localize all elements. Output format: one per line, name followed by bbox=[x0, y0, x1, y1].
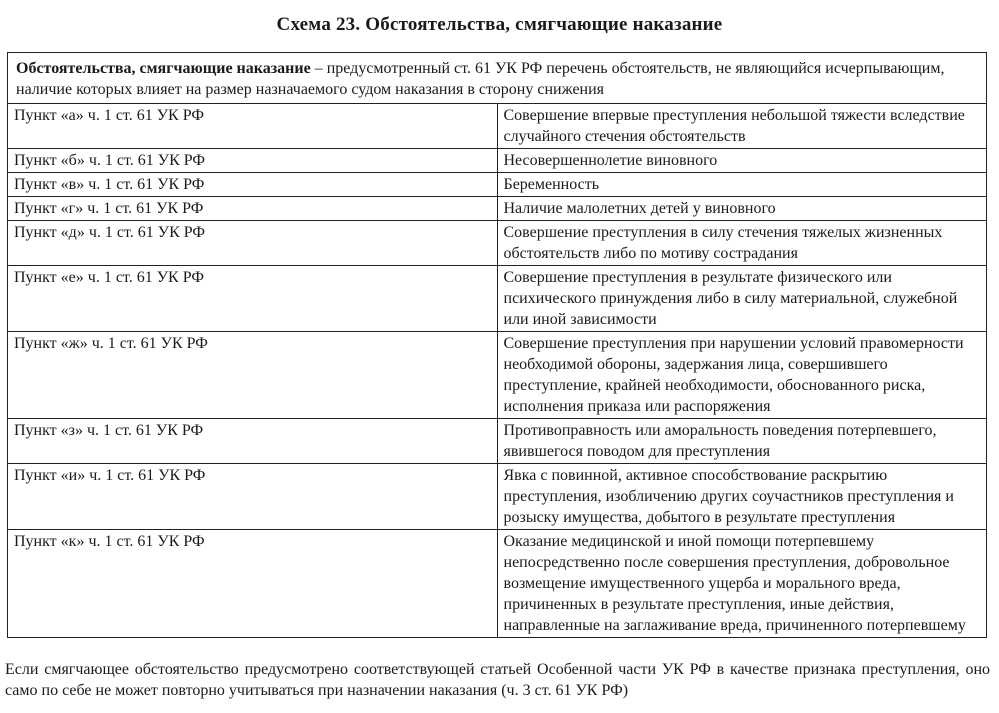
circumstance-text: Противоправность или аморальность поведения потерпевшего, явившегося поводом для преступления bbox=[497, 419, 987, 464]
definition-cell bbox=[8, 53, 987, 104]
table-row bbox=[8, 266, 987, 332]
table-row bbox=[8, 464, 987, 530]
footnote-paragraph: Если смягчающее обстоятельство предусмотрено соответствующей статьей Особенной части УК РФ в качестве признака преступления, оно само по себе не может повторно учитываться при назначении наказания (ч. 3 ст. 61 УК РФ) bbox=[5, 661, 990, 699]
point-label: Пункт «д» ч. 1 ст. 61 УК РФ bbox=[8, 221, 498, 266]
table-row bbox=[8, 419, 987, 464]
circumstance-text: Явка с повинной, активное способствование раскрытию преступления, изобличению других соучастников преступления и розыску имущества, добытого в результате преступления bbox=[497, 464, 987, 530]
point-label: Пункт «и» ч. 1 ст. 61 УК РФ bbox=[8, 464, 498, 530]
table-row bbox=[8, 530, 987, 638]
definition-term: Обстоятельства, смягчающие наказание bbox=[16, 60, 311, 77]
point-label: Пункт «ж» ч. 1 ст. 61 УК РФ bbox=[8, 332, 498, 419]
point-label: Пункт «з» ч. 1 ст. 61 УК РФ bbox=[8, 419, 498, 464]
table-row bbox=[8, 173, 987, 197]
circumstance-text: Совершение впервые преступления небольшой тяжести вследствие случайного стечения обстоятельств bbox=[497, 104, 987, 149]
table-row bbox=[8, 197, 987, 221]
circumstance-text: Оказание медицинской и иной помощи потерпевшему непосредственно после совершения преступления, добровольное возмещение имущественного ущерба и морального вреда, причиненных в результате преступления, иные действия, направленные на заглаживание вреда, причиненного потерпевшему bbox=[497, 530, 987, 638]
page-title: Схема 23. Обстоятельства, смягчающие наказание bbox=[276, 14, 723, 35]
point-label: Пункт «е» ч. 1 ст. 61 УК РФ bbox=[8, 266, 498, 332]
point-label: Пункт «в» ч. 1 ст. 61 УК РФ bbox=[8, 173, 498, 197]
circumstance-text: Беременность bbox=[497, 173, 987, 197]
definition-row bbox=[8, 53, 987, 104]
table-row bbox=[8, 149, 987, 173]
point-label: Пункт «г» ч. 1 ст. 61 УК РФ bbox=[8, 197, 498, 221]
table-row bbox=[8, 221, 987, 266]
circumstance-text: Наличие малолетних детей у виновного bbox=[497, 197, 987, 221]
point-label: Пункт «б» ч. 1 ст. 61 УК РФ bbox=[8, 149, 498, 173]
circumstance-text: Совершение преступления в силу стечения тяжелых жизненных обстоятельств либо по мотиву сострадания bbox=[497, 221, 987, 266]
circumstance-text: Совершение преступления в результате физического или психического принуждения либо в силу материальной, служебной или иной зависимости bbox=[497, 266, 987, 332]
point-label: Пункт «к» ч. 1 ст. 61 УК РФ bbox=[8, 530, 498, 638]
point-label: Пункт «а» ч. 1 ст. 61 УК РФ bbox=[8, 104, 498, 149]
circumstance-text: Несовершеннолетие виновного bbox=[497, 149, 987, 173]
definition-text: – предусмотренный ст. 61 УК РФ перечень обстоятельств, не являющийся исчерпывающим, наличие которых влияет на размер назначаемого судом наказания в сторону снижения bbox=[16, 60, 945, 98]
table-row bbox=[8, 332, 987, 419]
circumstance-text: Совершение преступления при нарушении условий правомерности необходимой обороны, задержания лица, совершившего преступление, крайней необходимости, обоснованного риска, исполнения приказа или распоряжения bbox=[497, 332, 987, 419]
table-row bbox=[8, 104, 987, 149]
scheme-table bbox=[7, 52, 987, 638]
